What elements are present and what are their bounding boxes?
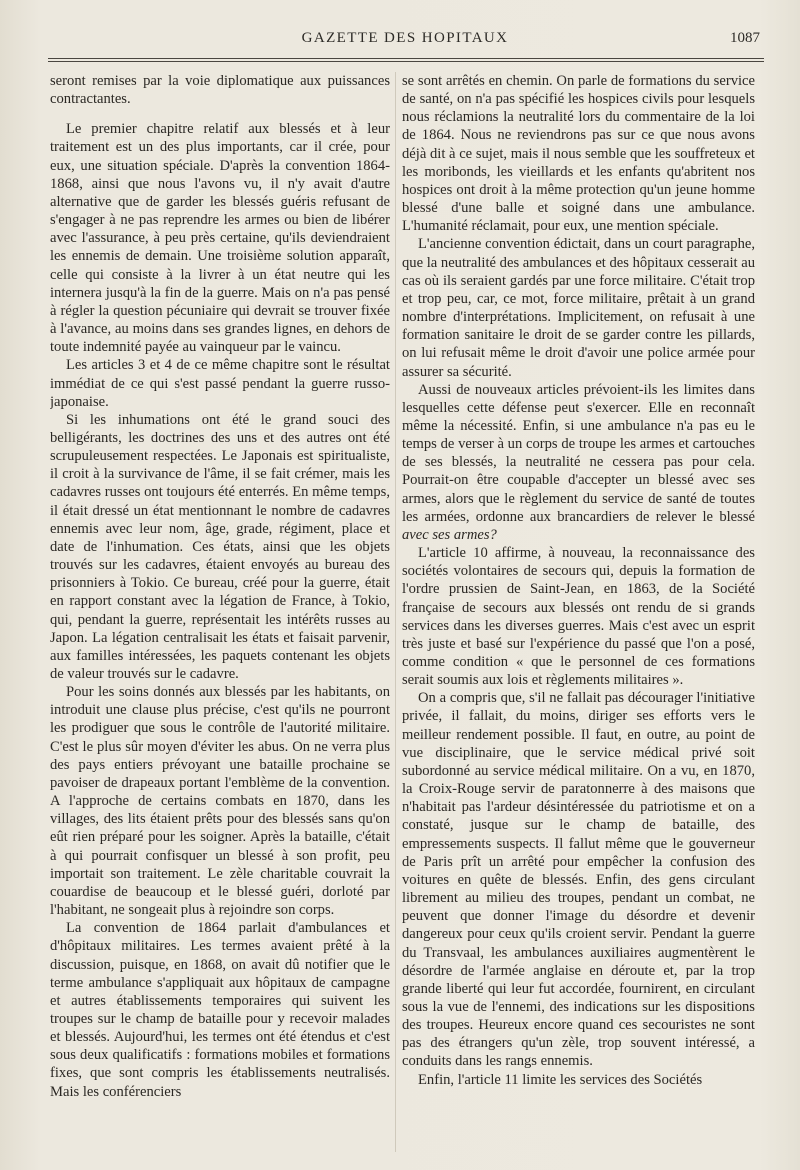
paragraph: L'article 10 affirme, à nouveau, la reconnaissance des sociétés volontaires de secours qui, depuis la formation de l'ordre prussien de Saint-Jean, en 1863, de la Société française de secours aux blessés ont rendu de si grands services dans les diverses guerres. Mais c'est avec un esprit très juste et basé sur l'expérience du passé que l'on a posé, comme condition « que le personnel de ces formations serait soumis aux lois et règlements militaires ». [402,545,755,689]
page-number: 1087 [730,30,760,46]
paragraph: On a compris que, s'il ne fallait pas décourager l'initiative privée, il fallait, du moins, diriger ses efforts vers le meilleur rendement possible. Il faut, en outre, au point de vue disciplinaire, que le service médical privé soit subordonné au service médical militaire. On a vu, en 1870, la Croix-Rouge servir de paratonnerre à des maisons que n'habitait pas l'ardeur désintéressée du patriotisme et on a constaté, jusque sur le champ de bataille, des empressements suspects. Il fallut même que le gouverneur de Paris prît un arrêté pour empêcher la confusion des voitures en quête de blessés. Enfin, des gens circulant librement au milieu des troupes, pendant un combat, ne peuvent que donner l'image du désordre et devenir dangereux pour ceux qu'ils croient servir. Pendant la guerre du Transvaal, les ambulances auxiliaires augmentèrent le désordre de l'armée anglaise en déroute et, par la trop grande liberté qui leur fut accordée, fournirent, en circulant sous la vue de l'ennemi, des indications sur les dispositions des troupes. Heureux encore quand ces secouristes ne sont pas des étrangers qu'un zèle, trop souvent intéressé, a conduits dans les rangs ennemis. [402,690,755,1070]
header-rule-bottom [48,61,764,62]
italic-phrase: avec ses armes? [402,526,497,543]
paragraph: Si les inhumations ont été le grand souci des belligérants, les doctrines des uns et des autres ont été scrupuleusement respectées. Le Japonais est spiritualiste, il croit à la survivance de l'âme, il se fait crémer, mais les cadavres russes ont toujours été enterrés. En même temps, il était dressé un état mentionnant le nombre de cadavres ennemis avec leur nom, âge, grade, régiment, place et date de l'inhumation. Ces états, ainsi que les objets trouvés sur les cadavres, étaient envoyés au bureau des prisonniers à Tokio. Ce bureau, créé pour la guerre, était en rapport constant avec la légation de France, à Tokio, qui, pendant la guerre, représentait les intérêts russes au Japon. La légation centralisait les états et faisait parvenir, aux familles intéressées, les paquets contenant les objets de valeur trouvés sur le cadavre. [50,411,390,682]
page-title: GAZETTE DES HOPITAUX [301,30,509,46]
column-divider [395,72,396,1152]
paragraph: se sont arrêtés en chemin. On parle de formations du service de santé, on n'a pas spécifié les hospices civils pour lesquels nous réclamions la neutralité lors du commentaire de la loi de 1864. Nous ne reviendrons pas sur ce que nous avons déjà dit à ce sujet, mais il nous semble que les souffreteux et les moribonds, les vieillards et les enfants qu'abritent nos hospices ont droit à la même protection qu'un jeune homme blessé d'une balle et soigné dans une ambulance. L'humanité réclamait, pour eux, une mention spéciale. [402,73,755,235]
paragraph: Le premier chapitre relatif aux blessés et à leur traitement est un des plus importants, car il crée, pour eux, une situation spéciale. D'après la convention 1864-1868, ainsi que nous l'avons vu, il n'y avait d'autre alternative que de garder les blessés guéris refusant de s'engager à ne pas reprendre les armes ou bien de libérer avec l'assurance, à peu près certaine, qu'ils deviendraient les ennemis de demain. Une troisième solution apparaît, celle qui consiste à la livrer à un état neutre qui les internera jusqu'à la fin de la guerre. Mais on n'a pas pensé à régler la question pécuniaire qui devrait se trouver fixée à l'avance, au moins dans ses grandes lignes, en dehors de toute indemnité payée au vainqueur par le vaincu. [50,121,390,356]
paragraph-with-italic [402,381,755,544]
right-column [402,72,755,1152]
paragraph: Enfin, l'article 11 limite les services des Sociétés [418,1071,703,1088]
paragraph: L'ancienne convention édictait, dans un court paragraphe, que la neutralité des ambulances et des hôpitaux cesserait au cas où ils seraient gardés par une force militaire. C'était trop et trop peu, car, ce mot, force militaire, prêtait à un grand nombre d'interprétations. Implicitement, on refusait à une formation sanitaire le droit de se garder contre les pillards, on lui refusait même le droit d'avoir une police armée pour assurer sa sécurité. [402,236,755,380]
header-rule-top [48,58,764,59]
left-column [50,72,390,1152]
paragraph-text: Aussi de nouveaux articles prévoient-ils les limites dans lesquelles cette défense peut s'exercer. Elle en reconnaît même la nécessité. Enfin, si une ambulance n'a pas eu le temps de verser à un corps de troupe les armes et cartouches de ses blessés, la neutralité ne cessera pas pour cela. Pourrait-on être coupable d'accepter un blessé avec ses armes, alors que le règlement du service de santé de toutes les armées, ordonne aux brancardiers de relever le blessé [402,381,755,525]
paragraph: Pour les soins donnés aux blessés par les habitants, on introduit une clause plus précise, c'est qu'ils ne pourront les prodiguer que sous le contrôle de l'autorité militaire. C'est le plus sûr moyen d'éviter les abus. On ne verra plus des pays entiers prévoyant une bataille prochaine se pavoiser de drapeaux portant l'emblème de la convention. A l'approche de certains combats en 1870, dans les villages, des lits étaient prêts pour des blessés sans qu'on eût rien préparé pour les soigner. Après la bataille, c'était à qui pourrait confisquer un blessé à son profit, peu importait son traitement. Le zèle charitable couvrait la couardise de beaucoup et le blessé guéri, dorloté par l'habitant, ne songeait plus à rejoindre son corps. [50,684,390,919]
paragraph: seront remises par la voie diplomatique aux puissances contractantes. [50,73,390,108]
page-header [50,30,760,58]
paragraph: Les articles 3 et 4 de ce même chapitre sont le résultat immédiat de ce qui s'est passé pendant la guerre russo-japonaise. [50,357,390,410]
paragraph: La convention de 1864 parlait d'ambulances et d'hôpitaux militaires. Les termes avaient prêté à la discussion, puisque, en 1868, on avait dû notifier que le terme ambulance s'appliquait aux hôpitaux de campagne et autres établissements temporaires qui suivent les troupes sur le champ de bataille pour y recevoir malades et blessés. Aujourd'hui, les termes ont été étendus et c'est sous deux qualificatifs : formations mobiles et formations fixes, que sont compris les établissements neutralisés. Mais les conférenciers [50,920,390,1100]
